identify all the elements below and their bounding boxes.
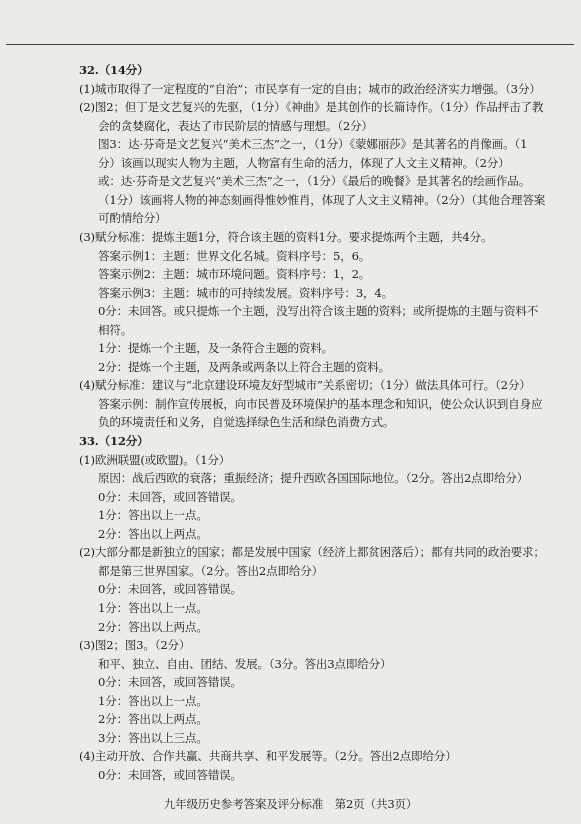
answer-line: 1分：答出以上一点。 xyxy=(98,693,208,708)
answer-line: (4)主动开放、合作共赢、共商共享、和平发展等。（2分。答出2点即给分） xyxy=(79,749,457,764)
answer-line: 1分：答出以上一点。 xyxy=(98,508,208,523)
answer-line: 可酌情给分） xyxy=(98,211,167,226)
answer-line: 图3：达·芬奇是文艺复兴“美术三杰”之一，（1分）《蒙娜丽莎》是其著名的肖像画。（1 xyxy=(98,137,528,152)
answer-line: 2分：答出以上两点。 xyxy=(98,526,208,541)
answer-line: (1)欧洲联盟(或欧盟)。（1分） xyxy=(79,452,231,467)
answer-line: 0分：未回答，或回答错误。 xyxy=(98,675,242,690)
answer-line: 3分：答出以上三点。 xyxy=(98,730,208,745)
answer-line: (3)赋分标准：提炼主题1分，符合该主题的资料1分。要求提炼两个主题，共4分。 xyxy=(79,229,493,244)
answer-line: 0分：未回答。或只提炼一个主题，没写出符合该主题的资料；或所提炼的主题与资料不 xyxy=(98,304,539,319)
answer-line: 原因：战后西欧的衰落；重振经济；提升西欧各国国际地位。（2分。答出2点即给分） xyxy=(98,471,529,486)
answer-line: 0分：未回答，或回答错误。 xyxy=(98,767,242,782)
answer-line: 相符。 xyxy=(98,322,133,337)
answer-line: 和平、独立、自由、团结、发展。（3分。答出3点即给分） xyxy=(98,656,392,671)
answer-line: 答案示例2：主题：城市环境问题。资料序号：1，2。 xyxy=(98,267,371,282)
answer-line: 或：达·芬奇是文艺复兴“美术三杰”之一，（1分）《最后的晚餐》是其著名的绘画作品。 xyxy=(98,174,531,189)
answer-line: （1分）该画将人物的神态刻画得惟妙惟肖，体现了人文主义精神。（2分）（其他合理答案 xyxy=(98,192,546,207)
page-footer: 九年级历史参考答案及评分标准 第2页（共3页） xyxy=(163,797,418,811)
answer-line: 0分：未回答，或回答错误。 xyxy=(98,582,242,597)
answer-line: 答案示例：制作宣传展板，向市民普及环境保护的基本理念和知识，使公众认识到自身应 xyxy=(98,396,543,411)
answer-line: (3)图2；图3。（2分） xyxy=(79,638,191,653)
answer-line: 2分：提炼一个主题，及两条或两条以上符合主题的资料。 xyxy=(98,359,391,374)
answer-line: 2分：答出以上两点。 xyxy=(98,712,208,727)
answer-line: 0分：未回答，或回答错误。 xyxy=(98,489,242,504)
answer-line: (1)城市取得了一定程度的“自治”；市民享有一定的自由；城市的政治经济实力增强。（3分） xyxy=(79,81,541,96)
header-rule xyxy=(6,44,574,45)
answer-line: 会的贪婪腐化，表达了市民阶层的情感与理想。（2分） xyxy=(98,118,373,133)
answer-line: 答案示例1：主题：世界文化名城。资料序号：5，6。 xyxy=(98,248,371,263)
answer-line: (4)赋分标准：建议与“北京建设环境友好型城市”关系密切；（1分）做法具体可行。（2分） xyxy=(79,378,531,393)
answer-line: 分）该画以现实人物为主题，人物富有生命的活力，体现了人文主义精神。（2分） xyxy=(98,155,510,170)
answer-line: 1分：答出以上一点。 xyxy=(98,600,208,615)
question-heading: 32.（14分） xyxy=(79,63,149,77)
answer-line: (2)图2；但丁是文艺复兴的先驱，（1分）《神曲》是其创作的长篇诗作。（1分）作品抨击了教 xyxy=(79,100,544,115)
answer-line: 1分：提炼一个主题，及一条符合主题的资料。 xyxy=(98,341,334,356)
answer-line: 都是第三世界国家。（2分。答出2点即给分） xyxy=(98,563,324,578)
answer-line: 负的环境责任和义务，自觉选择绿色生活和绿色消费方式。 xyxy=(98,415,395,430)
answer-line: (2)大部分都是新独立的国家；都是发展中国家（经济上都贫困落后）；都有共同的政治要求； xyxy=(79,545,545,560)
answer-line: 答案示例3：主题：城市的可持续发展。资料序号：3，4。 xyxy=(98,285,393,300)
answer-line: 2分：答出以上两点。 xyxy=(98,619,208,634)
question-heading: 33.（12分） xyxy=(79,434,149,448)
